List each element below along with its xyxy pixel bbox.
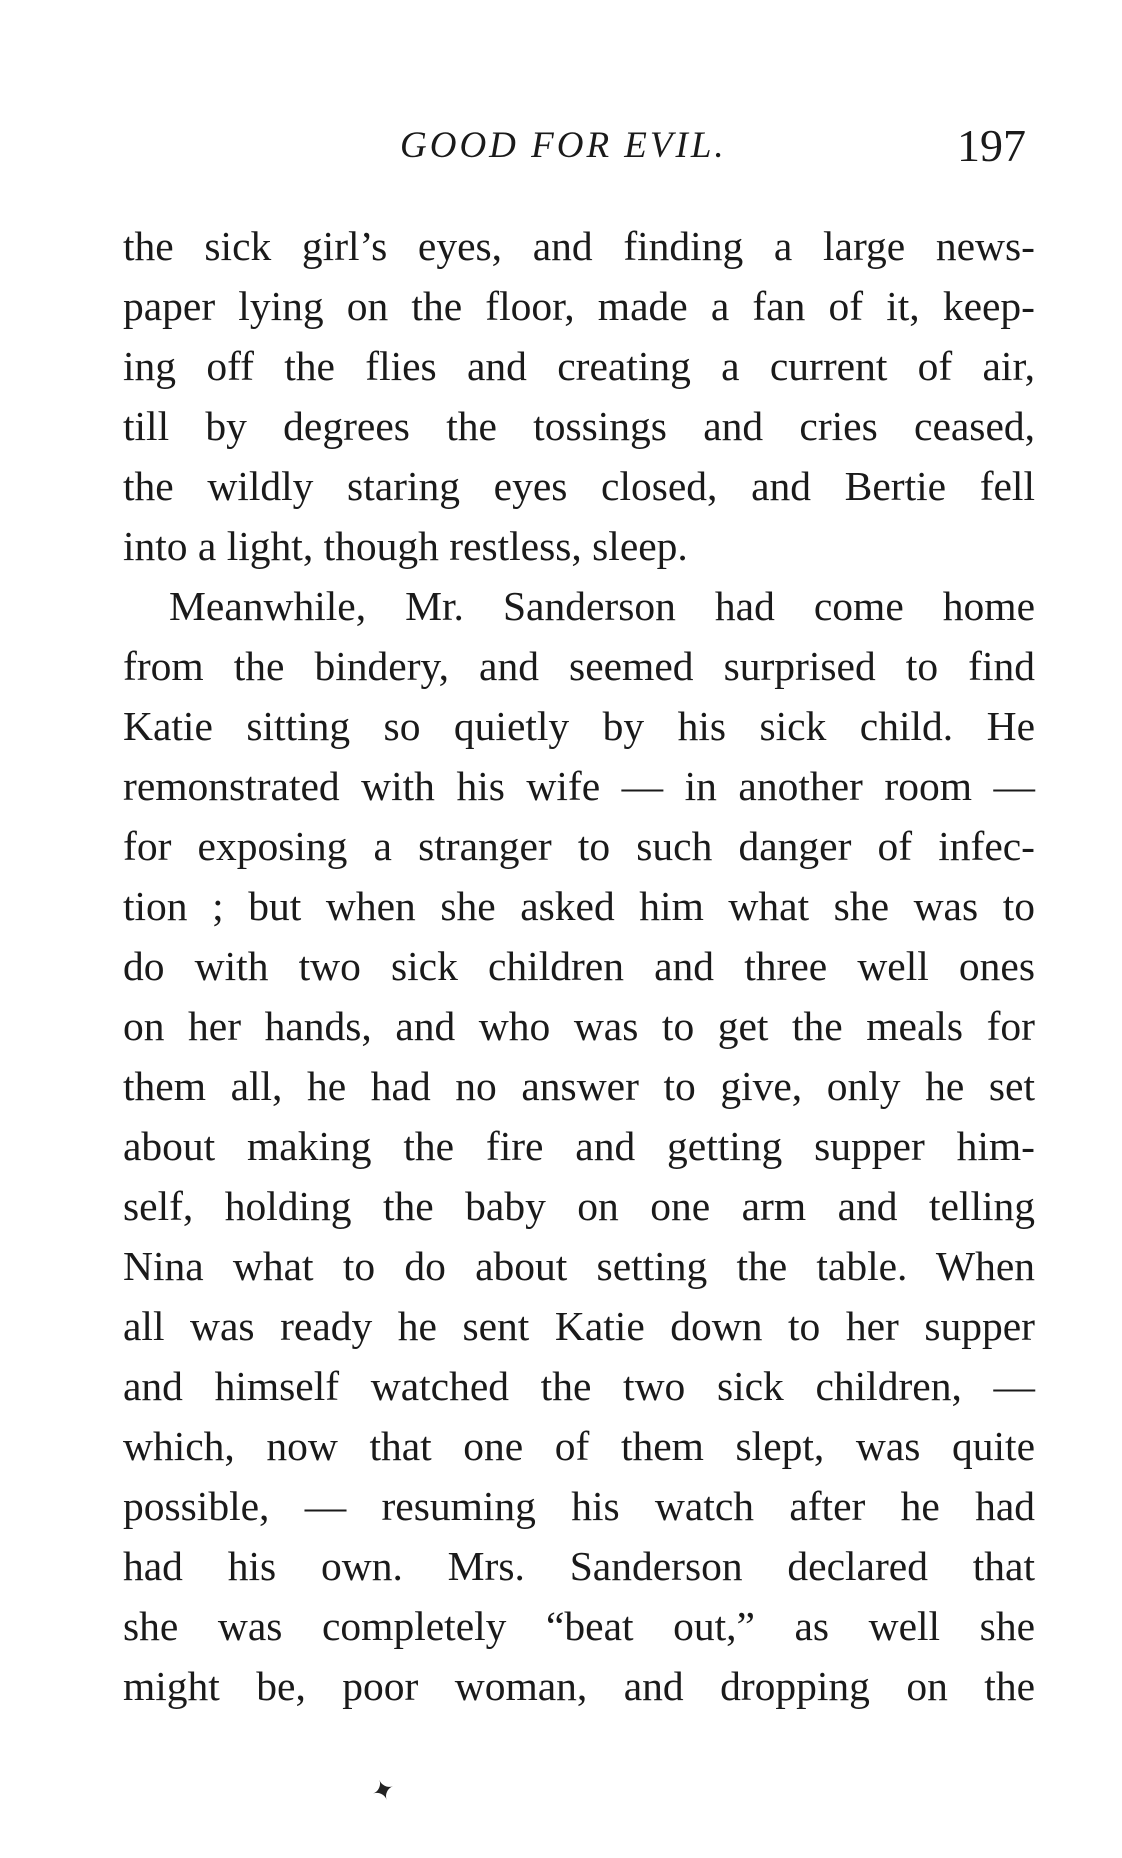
text-line: paper lying on the floor, made a fan of it, keep- bbox=[123, 283, 1035, 329]
text-line: possible, — resuming his watch after he had bbox=[123, 1483, 1035, 1529]
text-line: till by degrees the tossings and cries ceased, bbox=[123, 403, 1035, 449]
body-text bbox=[123, 216, 1035, 1716]
paragraph-2 bbox=[123, 576, 1035, 1716]
text-line: them all, he had no answer to give, only he set bbox=[123, 1063, 1035, 1109]
printer-mark-icon: ✦ bbox=[367, 1772, 400, 1811]
text-line: into a light, though restless, sleep. bbox=[123, 523, 688, 569]
text-line: Meanwhile, Mr. Sanderson had come home bbox=[169, 583, 1035, 629]
text-line: from the bindery, and seemed surprised to find bbox=[123, 643, 1035, 689]
text-line: the wildly staring eyes closed, and Bertie fell bbox=[123, 463, 1035, 509]
text-line: Nina what to do about setting the table. When bbox=[123, 1243, 1035, 1289]
running-title: GOOD FOR EVIL. bbox=[400, 125, 727, 166]
text-line: remonstrated with his wife — in another room — bbox=[123, 763, 1035, 809]
text-line: tion ; but when she asked him what she was to bbox=[123, 883, 1035, 929]
text-line: self, holding the baby on one arm and telling bbox=[123, 1183, 1035, 1229]
text-line: Katie sitting so quietly by his sick child. He bbox=[123, 703, 1035, 749]
text-line: about making the fire and getting supper him- bbox=[123, 1123, 1035, 1169]
text-line: do with two sick children and three well ones bbox=[123, 943, 1035, 989]
text-line: she was completely “beat out,” as well she bbox=[123, 1603, 1035, 1649]
text-line: had his own. Mrs. Sanderson declared that bbox=[123, 1543, 1035, 1589]
text-line: and himself watched the two sick children, — bbox=[123, 1363, 1035, 1409]
text-line: which, now that one of them slept, was quite bbox=[123, 1423, 1035, 1469]
text-line: on her hands, and who was to get the meals for bbox=[123, 1003, 1035, 1049]
paragraph-1 bbox=[123, 216, 1035, 576]
text-line: for exposing a stranger to such danger of infec- bbox=[123, 823, 1035, 869]
page-number: 197 bbox=[957, 120, 1026, 171]
running-head bbox=[0, 120, 1122, 186]
text-line: all was ready he sent Katie down to her supper bbox=[123, 1303, 1035, 1349]
text-line: ing off the flies and creating a current of air, bbox=[123, 343, 1035, 389]
text-line: the sick girl’s eyes, and finding a large news- bbox=[123, 223, 1035, 269]
text-line: might be, poor woman, and dropping on the bbox=[123, 1663, 1035, 1709]
